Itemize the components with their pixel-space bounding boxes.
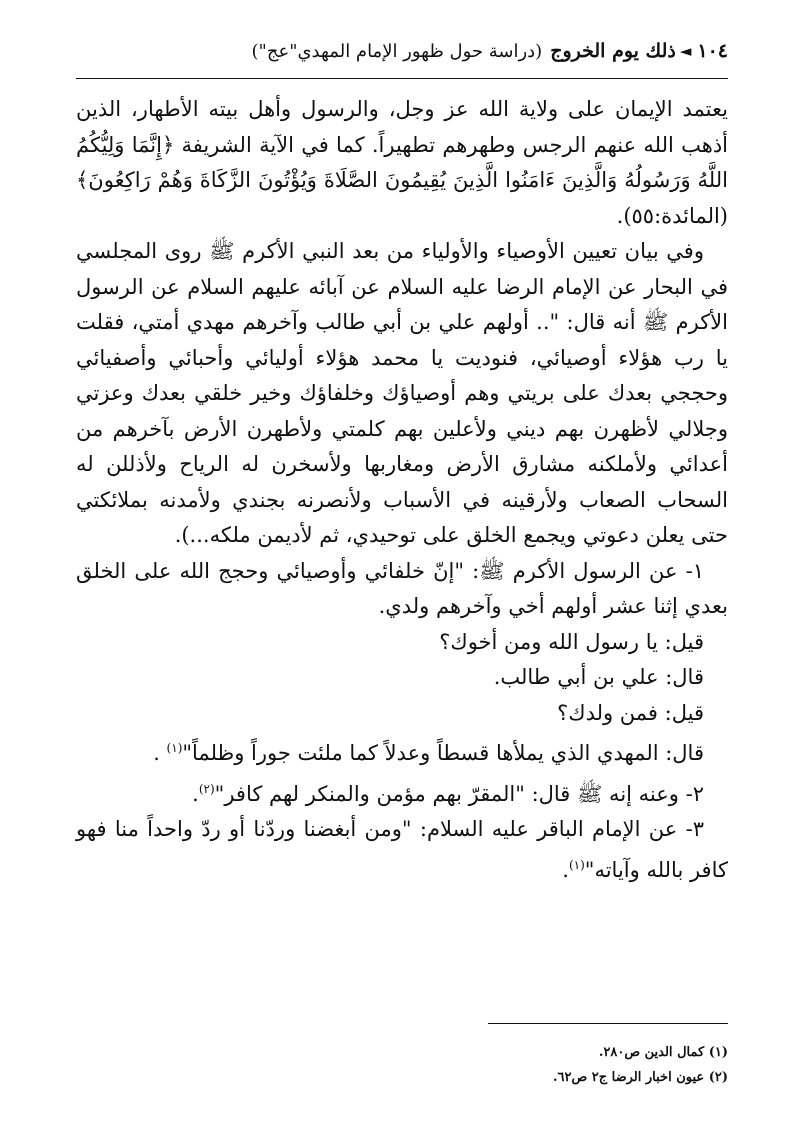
dialog-line-question-brother: قيل: يا رسول الله ومن أخوك؟ — [439, 629, 704, 654]
hadith-2-tail: . — [192, 781, 199, 806]
footnote-ref[interactable]: (١) — [568, 857, 585, 872]
dialog-line-answer-ali: قال: علي بن أبي طالب. — [493, 665, 704, 689]
main-text — [76, 92, 728, 888]
paragraph-intro: يعتمد الإيمان على ولاية الله عز وجل، والرسول وأهل بيته الأطهار، الذين أذهب الله عنهم الرجس وطهرهم تطهيراً. كما في الآية الشريفة ﴿إِنَّمَا وَلِيُّكُمُ اللَّهُ وَرَسُولُهُ وَالَّذِينَ ءَامَنُوا الَّذِينَ يُقِيمُونَ الصَّلَاةَ وَيُؤْتُونَ الزَّكَاةَ وَهُمْ رَاكِعُونَ﴾ (المائدة:٥٥). — [76, 97, 728, 228]
dialog-line-text: قال: المهدي الذي يملأها قسطاً وعدلاً كما ملئت جوراً وظلماً" — [182, 741, 704, 765]
footnote-2: (٢) عيون اخبار الرضا ج٢ ص٦٢. — [552, 1070, 728, 1085]
footnote-divider — [488, 1023, 728, 1024]
paragraph-bihar-narration: وفي بيان تعيين الأوصياء والأولياء من بعد النبي الأكرم ﷺ روى المجلسي في البحار عن الإمام الرضا عليه السلام عن آبائه عليهم السلام عن الرسول الأكرم ﷺ أنه قال: ".. أولهم علي بن أبي طالب وآخرهم مهدي أمتي، فقلت يا رب هؤلاء أوصيائي، فنوديت يا محمد هؤلاء أوليائي وأحبائي وأصفيائي وحججي بعدك على بريتي وهم أوصياؤك وخلفاؤك وخير خلقي بعدك وعزتي وجلالي لأظهرن بهم ديني ولأعلين بهم كلمتي ولأطهرن الأرض بآخرهم من أعدائي ولأملكنه مشارق الأرض ومغاربها ولأسخرن له الرياح ولأذللن له السحاب الصعاب ولأرقينه في الأسباب ولأنصرنه بجندي ولأمدنه بملائكتي حتى يعلن دعوتي ويجمع الخلق على توحيدي، ثم لأديمن ملكه...). — [76, 239, 728, 547]
book-title: ذلك يوم الخروج — [550, 40, 676, 62]
dialog-line-answer-mahdi — [76, 731, 728, 772]
running-header — [76, 30, 728, 72]
dialog-line-question-son: قيل: فمن ولدك؟ — [557, 700, 704, 725]
header-divider — [76, 78, 728, 79]
hadith-3-tail: . — [562, 857, 569, 882]
footnote-ref[interactable]: (١) — [166, 741, 183, 755]
hadith-2-text: ٢- وعنه إنه ﷺ قال: "المقرّ بهم مؤمن والمنكر لهم كافر" — [214, 781, 704, 806]
paragraph-hadith-1: ١- عن الرسول الأكرم ﷺ: "إنّ خلفائي وأوصيائي وحجج الله على الخلق بعدي إثنا عشر أولهم أخي وآخرهم ولدي. — [76, 558, 728, 618]
arrow-left-icon: ◄ — [679, 42, 692, 60]
footnotes — [76, 1040, 728, 1090]
footnote-1: (١) كمال الدين ص٢٨٠. — [598, 1045, 728, 1060]
dialog-line-tail: . — [153, 741, 167, 765]
paragraph-hadith-2 — [76, 772, 728, 813]
page-number: ١٠٤ — [697, 40, 728, 62]
paragraph-hadith-3 — [76, 812, 728, 888]
hadith-3-text: ٣- عن الإمام الباقر عليه السلام: "ومن أبغضنا وردّنا أو ردّ واحداً منا فهو كافر بالله وآياته" — [76, 817, 728, 882]
book-subtitle: (دراسة حول ظهور الإمام المهدي"عج") — [251, 40, 543, 62]
book-page — [76, 30, 728, 1120]
footnote-ref[interactable]: (٢) — [198, 781, 215, 796]
